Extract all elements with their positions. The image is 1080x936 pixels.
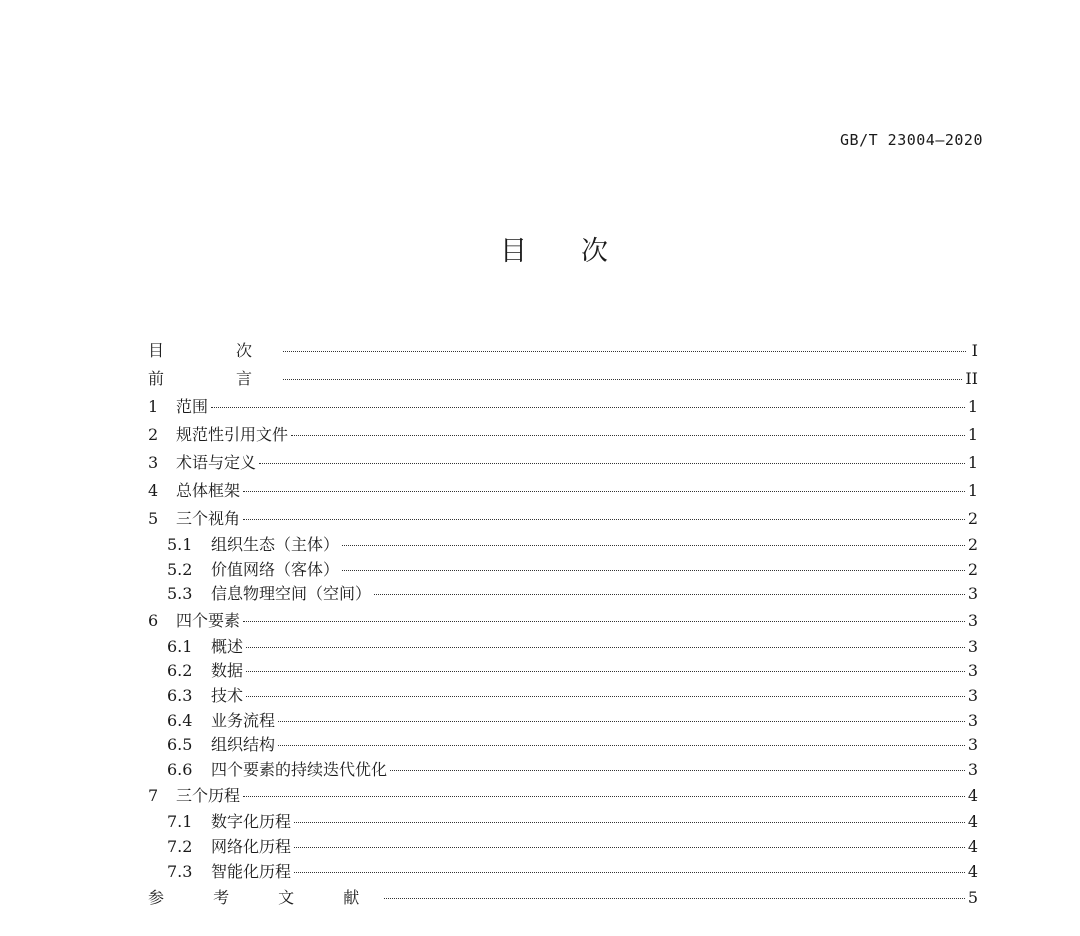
toc-entry-title: 组织结构 — [211, 735, 276, 755]
dot-leader — [294, 847, 965, 848]
toc-entry-page: 2 — [967, 535, 978, 554]
toc-entry-page: 4 — [967, 786, 978, 806]
toc-entry-title: 数字化历程 — [211, 812, 292, 832]
toc-entry-page: 3 — [967, 661, 978, 681]
toc-entry[interactable] — [148, 421, 978, 449]
dot-leader — [294, 872, 965, 873]
toc-entry-title: 目 次 — [148, 341, 281, 360]
toc-entry[interactable] — [148, 337, 978, 365]
toc-entry-title: 智能化历程 — [211, 861, 292, 881]
dot-leader — [278, 721, 965, 722]
dot-leader — [374, 594, 965, 595]
toc-entry-title: 前 言 — [148, 369, 281, 388]
toc-entry[interactable] — [148, 758, 978, 783]
toc-entry[interactable] — [148, 365, 978, 393]
toc-entry[interactable] — [148, 558, 978, 583]
toc-entry[interactable] — [148, 835, 978, 860]
toc-entry-number: 7.2 — [167, 836, 193, 856]
dot-leader — [390, 770, 965, 771]
page-title: 目 次 — [500, 236, 608, 267]
toc-entry-page: 1 — [967, 425, 978, 444]
toc-entry-number: 6.1 — [167, 636, 193, 656]
dot-leader — [278, 745, 965, 746]
toc-entry-number: 7.1 — [167, 812, 193, 832]
toc-entry-page: 4 — [967, 812, 978, 832]
toc-entry[interactable] — [148, 449, 978, 477]
toc-entry-number: 6.2 — [167, 661, 193, 681]
toc-entry-title: 四个要素 — [176, 610, 241, 630]
toc-entry-number: 7 — [148, 786, 159, 806]
toc-entry-page: 3 — [967, 735, 978, 755]
toc-entry[interactable] — [148, 582, 978, 607]
toc-entry-title: 数据 — [211, 661, 244, 681]
toc-entry-title: 四个要素的持续迭代优化 — [211, 759, 388, 779]
toc-entry[interactable] — [148, 810, 978, 835]
dot-leader — [246, 696, 965, 697]
toc-entry-page: 3 — [967, 610, 978, 630]
toc-entry-title: 三个视角 — [176, 509, 241, 528]
toc-entry-title: 总体框架 — [176, 481, 241, 500]
toc-entry[interactable] — [148, 860, 978, 885]
toc-entry-page: 2 — [967, 559, 978, 579]
toc-entry-page: II — [965, 369, 978, 388]
toc-entry-title: 参 考 文 献 — [148, 888, 382, 908]
toc-entry-number: 4 — [148, 481, 159, 500]
dot-leader — [259, 463, 965, 464]
toc-entry-page: 1 — [967, 481, 978, 500]
dot-leader — [246, 671, 965, 672]
toc-entry-number: 6 — [148, 610, 159, 630]
toc-entry[interactable] — [148, 477, 978, 505]
toc-entry-page: 4 — [967, 836, 978, 856]
standard-code: GB/T 23004—2020 — [840, 131, 983, 149]
dot-leader — [384, 898, 965, 899]
toc-entry[interactable] — [148, 505, 978, 533]
toc-entry-title: 范围 — [176, 397, 209, 416]
toc-entry-title: 术语与定义 — [176, 453, 257, 472]
toc-entry-number: 5.2 — [167, 559, 193, 579]
toc-entry[interactable] — [148, 782, 978, 810]
table-of-contents — [148, 337, 978, 912]
dot-leader — [243, 796, 965, 797]
toc-entry-number: 6.4 — [167, 710, 193, 730]
toc-entry-title: 组织生态（主体） — [211, 535, 340, 554]
toc-entry-page: 3 — [967, 685, 978, 705]
dot-leader — [243, 491, 965, 492]
toc-entry-page: 3 — [967, 759, 978, 779]
toc-entry-page: 3 — [967, 584, 978, 604]
toc-entry-number: 6.3 — [167, 685, 193, 705]
dot-leader — [283, 379, 962, 380]
toc-entry[interactable] — [148, 533, 978, 558]
toc-entry[interactable] — [148, 709, 978, 734]
dot-leader — [246, 647, 965, 648]
toc-entry-title: 信息物理空间（空间） — [211, 584, 372, 604]
toc-entry[interactable] — [148, 635, 978, 660]
toc-entry[interactable] — [148, 884, 978, 912]
toc-entry-number: 5.1 — [167, 535, 193, 554]
dot-leader — [342, 545, 965, 546]
toc-entry-number: 2 — [148, 425, 159, 444]
toc-entry-title: 网络化历程 — [211, 836, 292, 856]
toc-entry[interactable] — [148, 733, 978, 758]
dot-leader — [243, 621, 965, 622]
toc-entry[interactable] — [148, 659, 978, 684]
dot-leader — [211, 407, 965, 408]
toc-entry-title: 规范性引用文件 — [176, 425, 289, 444]
dot-leader — [342, 570, 965, 571]
toc-entry-page: 3 — [967, 636, 978, 656]
toc-entry-number: 7.3 — [167, 861, 193, 881]
toc-entry-page: 1 — [967, 397, 978, 416]
toc-entry-number: 6.5 — [167, 735, 193, 755]
toc-entry-title: 价值网络（客体） — [211, 559, 340, 579]
toc-entry-page: 5 — [967, 888, 978, 908]
toc-entry-page: 3 — [967, 710, 978, 730]
toc-entry-title: 业务流程 — [211, 710, 276, 730]
toc-entry-number: 1 — [148, 397, 159, 416]
toc-entry-page: 1 — [967, 453, 978, 472]
toc-entry[interactable] — [148, 607, 978, 635]
toc-entry-page: 4 — [967, 861, 978, 881]
toc-entry-title: 三个历程 — [176, 786, 241, 806]
toc-entry[interactable] — [148, 393, 978, 421]
toc-entry-number: 5 — [148, 509, 159, 528]
toc-entry-number: 3 — [148, 453, 159, 472]
dot-leader — [294, 822, 965, 823]
toc-entry-page: 2 — [967, 509, 978, 528]
toc-entry[interactable] — [148, 684, 978, 709]
dot-leader — [291, 435, 965, 436]
toc-entry-number: 6.6 — [167, 759, 193, 779]
toc-entry-number: 5.3 — [167, 584, 193, 604]
toc-entry-title: 概述 — [211, 636, 244, 656]
toc-entry-title: 技术 — [211, 685, 244, 705]
dot-leader — [243, 519, 965, 520]
dot-leader — [283, 351, 966, 352]
toc-entry-page: I — [971, 341, 978, 360]
